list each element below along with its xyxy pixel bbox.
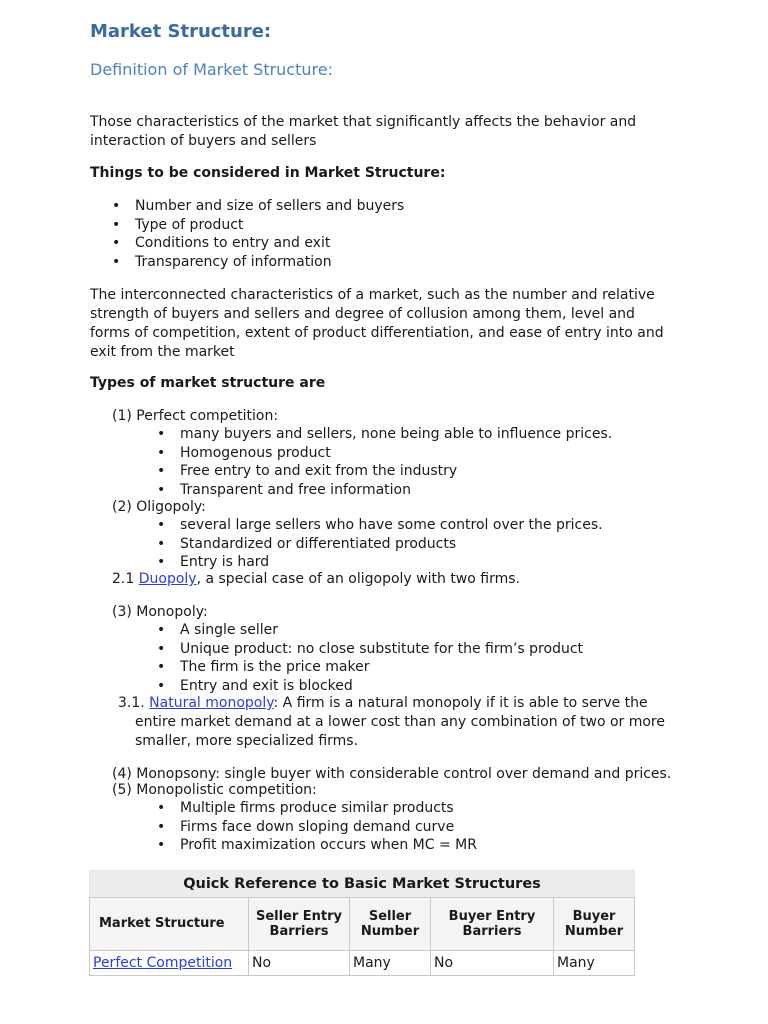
duopoly-suffix: , a special case of an oligopoly with two firms. [196,571,520,587]
column-header: Seller Number [350,898,431,951]
list-item: • The firm is the price maker [157,658,583,677]
list-item: • many buyers and sellers, none being able to influence prices. [157,425,612,444]
definition-paragraph: Those characteristics of the market that significantly affects the behavior and interaction of buyers and sellers [90,114,637,149]
duopoly-line [112,570,520,588]
list-item: • Type of product [112,216,404,235]
monopoly-list [157,621,583,695]
interconnected-paragraph: The interconnected characteristics of a market, such as the number and relative strength of buyers and sellers and degree of collusion among them, level and forms of competition, extent of product differentiation, and ease of entry into and exit from the market [90,287,664,360]
table-cell: Many [554,951,635,976]
list-item: • Free entry to and exit from the industry [157,462,612,481]
list-item: • Transparency of information [112,253,404,272]
list-item: • Transparent and free information [157,481,612,500]
duopoly-link[interactable]: Duopoly [138,571,197,587]
natural-monopoly-prefix: 3.1. [118,695,150,711]
monopsony-line: (4) Monopsony: single buyer with considerable control over demand and prices. [112,766,672,782]
list-item: • Conditions to entry and exit [112,234,404,253]
natural-monopoly-continuation: entire market demand at a lower cost than any combination of two or more smaller, more specialized firms. [135,714,665,749]
table-cell: No [249,951,350,976]
list-item: • Entry is hard [157,553,603,572]
table-header-row [90,898,635,951]
column-header: Seller Entry Barriers [249,898,350,951]
page-title: Market Structure: [90,21,272,42]
considered-list [112,197,404,271]
natural-monopoly-paragraph [118,694,678,751]
oligopoly-list [157,516,603,572]
column-header: Buyer Number [554,898,635,951]
column-header: Buyer Entry Barriers [431,898,554,951]
perfect-competition-list [157,425,612,499]
page-subtitle: Definition of Market Structure: [90,60,333,79]
table-row [90,951,635,976]
list-item: • Homogenous product [157,444,612,463]
list-item: • Multiple firms produce similar products [157,799,477,818]
duopoly-prefix: 2.1 [112,571,139,587]
monopoly-label: (3) Monopoly: [112,604,208,620]
perfect-competition-label: (1) Perfect competition: [112,408,279,424]
list-item: • Unique product: no close substitute for the firm’s product [157,640,583,659]
oligopoly-label: (2) Oligopoly: [112,499,206,515]
list-item: • A single seller [157,621,583,640]
list-item: • Standardized or differentiated products [157,535,603,554]
types-heading: Types of market structure are [90,375,326,391]
perfect-competition-link[interactable]: Perfect Competition [93,955,233,971]
list-item: • Firms face down sloping demand curve [157,818,477,837]
list-item: • Entry and exit is blocked [157,677,583,696]
considered-heading: Things to be considered in Market Structure: [90,165,446,181]
column-header: Market Structure [90,898,249,951]
quick-reference-table [89,870,635,976]
table-cell: Many [350,951,431,976]
table-cell: No [431,951,554,976]
table-caption: Quick Reference to Basic Market Structures [89,870,635,897]
monopolistic-list [157,799,477,855]
list-item: • several large sellers who have some control over the prices. [157,516,603,535]
monopolistic-label: (5) Monopolistic competition: [112,782,317,798]
list-item: • Profit maximization occurs when MC = MR [157,836,477,855]
natural-monopoly-link[interactable]: Natural monopoly [149,695,274,711]
table-cell [90,951,249,976]
natural-monopoly-first-line: : A firm is a natural monopoly if it is able to serve the [273,695,648,711]
list-item: • Number and size of sellers and buyers [112,197,404,216]
